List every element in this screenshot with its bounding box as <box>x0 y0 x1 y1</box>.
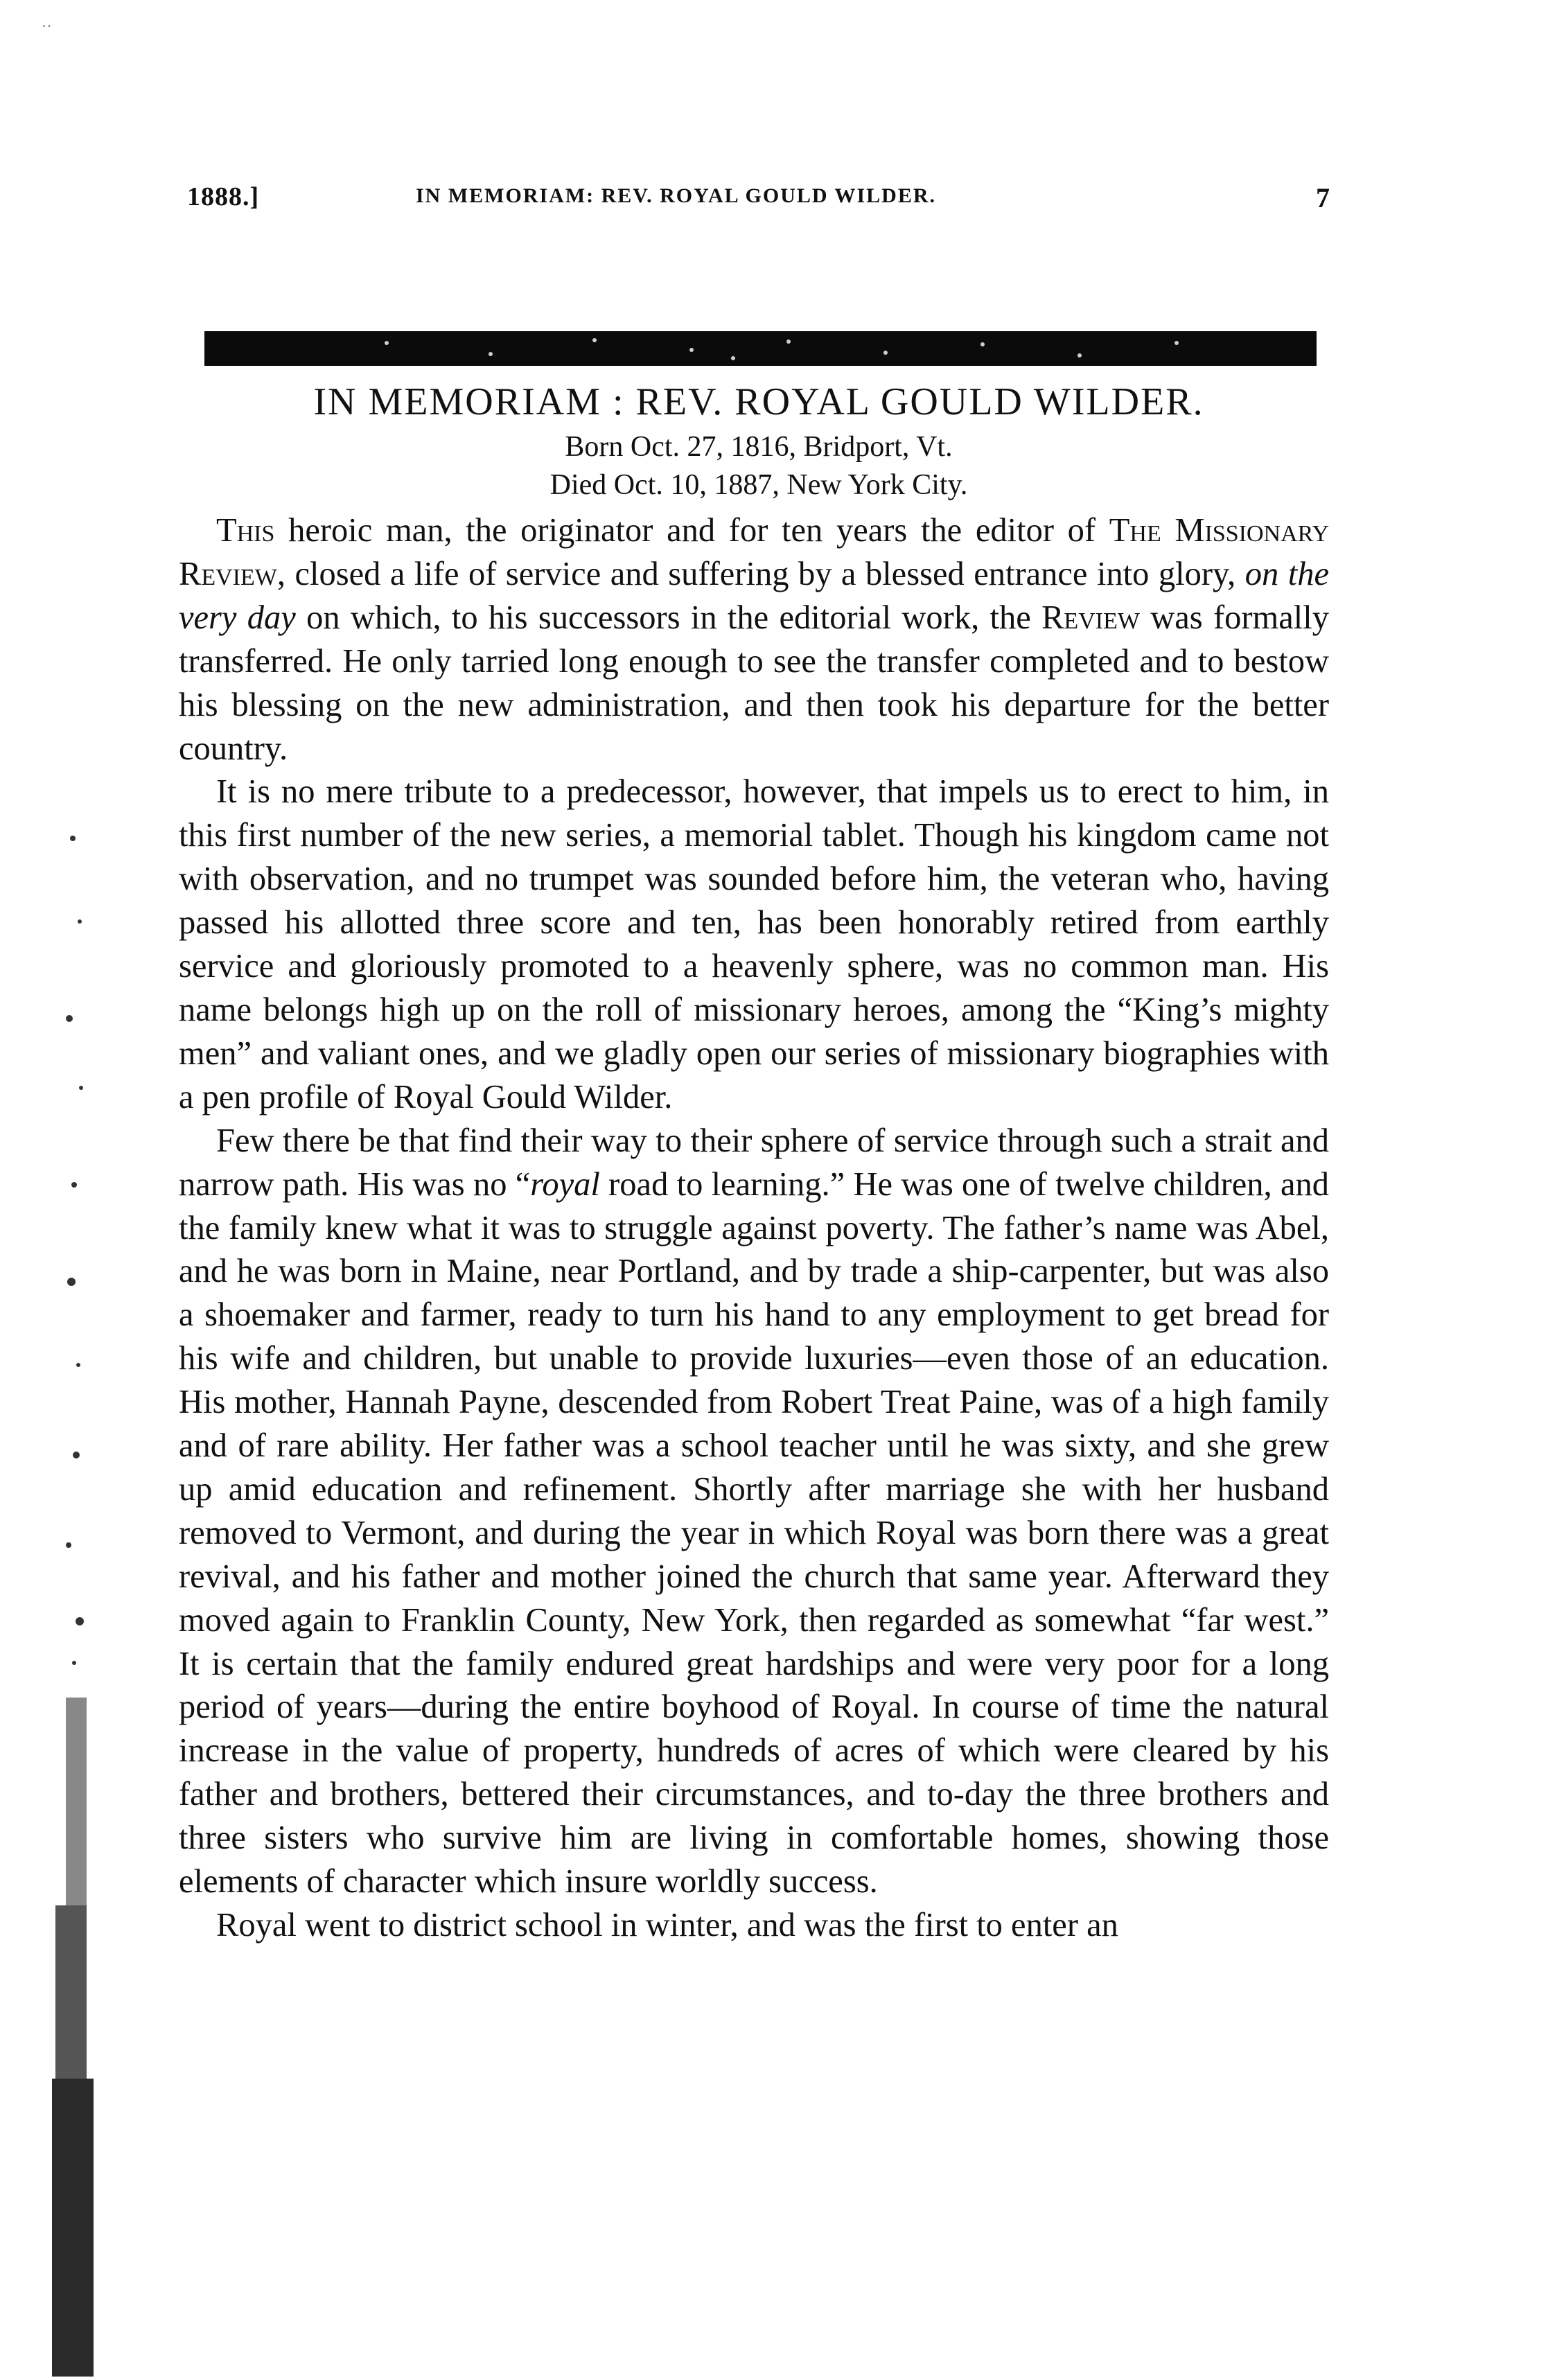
page-number: 7 <box>1316 182 1330 213</box>
running-head-title: IN MEMORIAM: REV. ROYAL GOULD WILDER. <box>416 184 937 207</box>
paragraph-2: It is no mere tribute to a predecessor, however, that impels us to erect to him, in this first number of the new series, a memorial tablet. Though his kingdom came not with observation, and no trumpet was sounded before him, the veteran who, having passed his allotted three score and ten, has been honorably retired from earthly service and gloriously promoted to a heavenly sphere, was no common man. His name belongs high up on the roll of missionary heroes, among the “King’s mighty men” and valiant ones, and we gladly open our series of missionary biographies with a pen profile of Royal Gould Wilder. <box>179 773 1329 1116</box>
text-run: Few there be that find their way to their sphere of service through such a strait and narrow path. His was no “ <box>179 1122 1329 1203</box>
text-run: , closed a life of service and suffering by a blessed entrance into glory, <box>276 555 1245 592</box>
running-head <box>187 182 1330 216</box>
decorative-rule <box>204 331 1317 366</box>
journal-short-title: Review <box>1041 599 1140 636</box>
birth-date-line: Born Oct. 27, 1816, Bridport, Vt. <box>565 431 953 463</box>
journal-title: The Missionary Review <box>179 512 1329 592</box>
scan-speck: ·· <box>42 17 52 35</box>
lead-word: This <box>216 512 275 549</box>
article-body <box>179 509 1329 1948</box>
article-title: IN MEMORIAM : REV. ROYAL GOULD WILDER. <box>313 380 1204 423</box>
text-run: on which, to his successors in the editorial work, the <box>295 599 1042 636</box>
death-date-line: Died Oct. 10, 1887, New York City. <box>549 469 968 501</box>
life-dates <box>187 428 1330 504</box>
text-run: was formally transferred. He only tarried long enough to see the transfer completed and to bestow his blessing on the new administration, and then took his departure for the better country. <box>179 599 1329 767</box>
text-run: road to learning.” He was one of twelve children, and the family knew what it was to struggle against poverty. The father’s name was Abel, and he was born in Maine, near Portland, and by trade a ship-carpenter, but was also a shoemaker and farmer, ready to turn his hand to any employment to get bread for his wife and children, but unable to provide luxuries—even those of an education. His mother, Hannah Payne, descended from Robert Treat Paine, was of a high family and of rare ability. Her father was a school teacher until he was sixty, and she grew up amid education and refinement. Shortly after marriage she with her husband removed to Vermont, and during the year in which Royal was born there was a great revival, and his father and mother joined the church that same year. Afterward they moved again to Franklin County, New York, then regarded as somewhat “far west.” It is certain that the family endured great hardships and were very poor for a long period of years—during the entire boyhood of Royal. In course of time the natural increase in the value of property, hundreds of acres of which were cleared by his father and brothers, bettered their circumstances, and to-day the three brothers and three sisters who survive him are living in comfortable homes, showing those elements of character which insure worldly success. <box>179 1165 1329 1901</box>
text-run: heroic man, the originator and for ten years the editor of <box>274 512 1109 549</box>
paragraph-1 <box>179 509 1329 770</box>
binding-edge-artifact <box>38 797 114 2377</box>
emphasis: royal <box>530 1165 600 1203</box>
running-head-year: 1888.] <box>187 182 260 211</box>
paragraph-3 <box>179 1120 1329 1904</box>
paragraph-4: Royal went to district school in winter, and was the first to enter an <box>216 1907 1118 1943</box>
emphasis: on the very day <box>179 555 1329 636</box>
